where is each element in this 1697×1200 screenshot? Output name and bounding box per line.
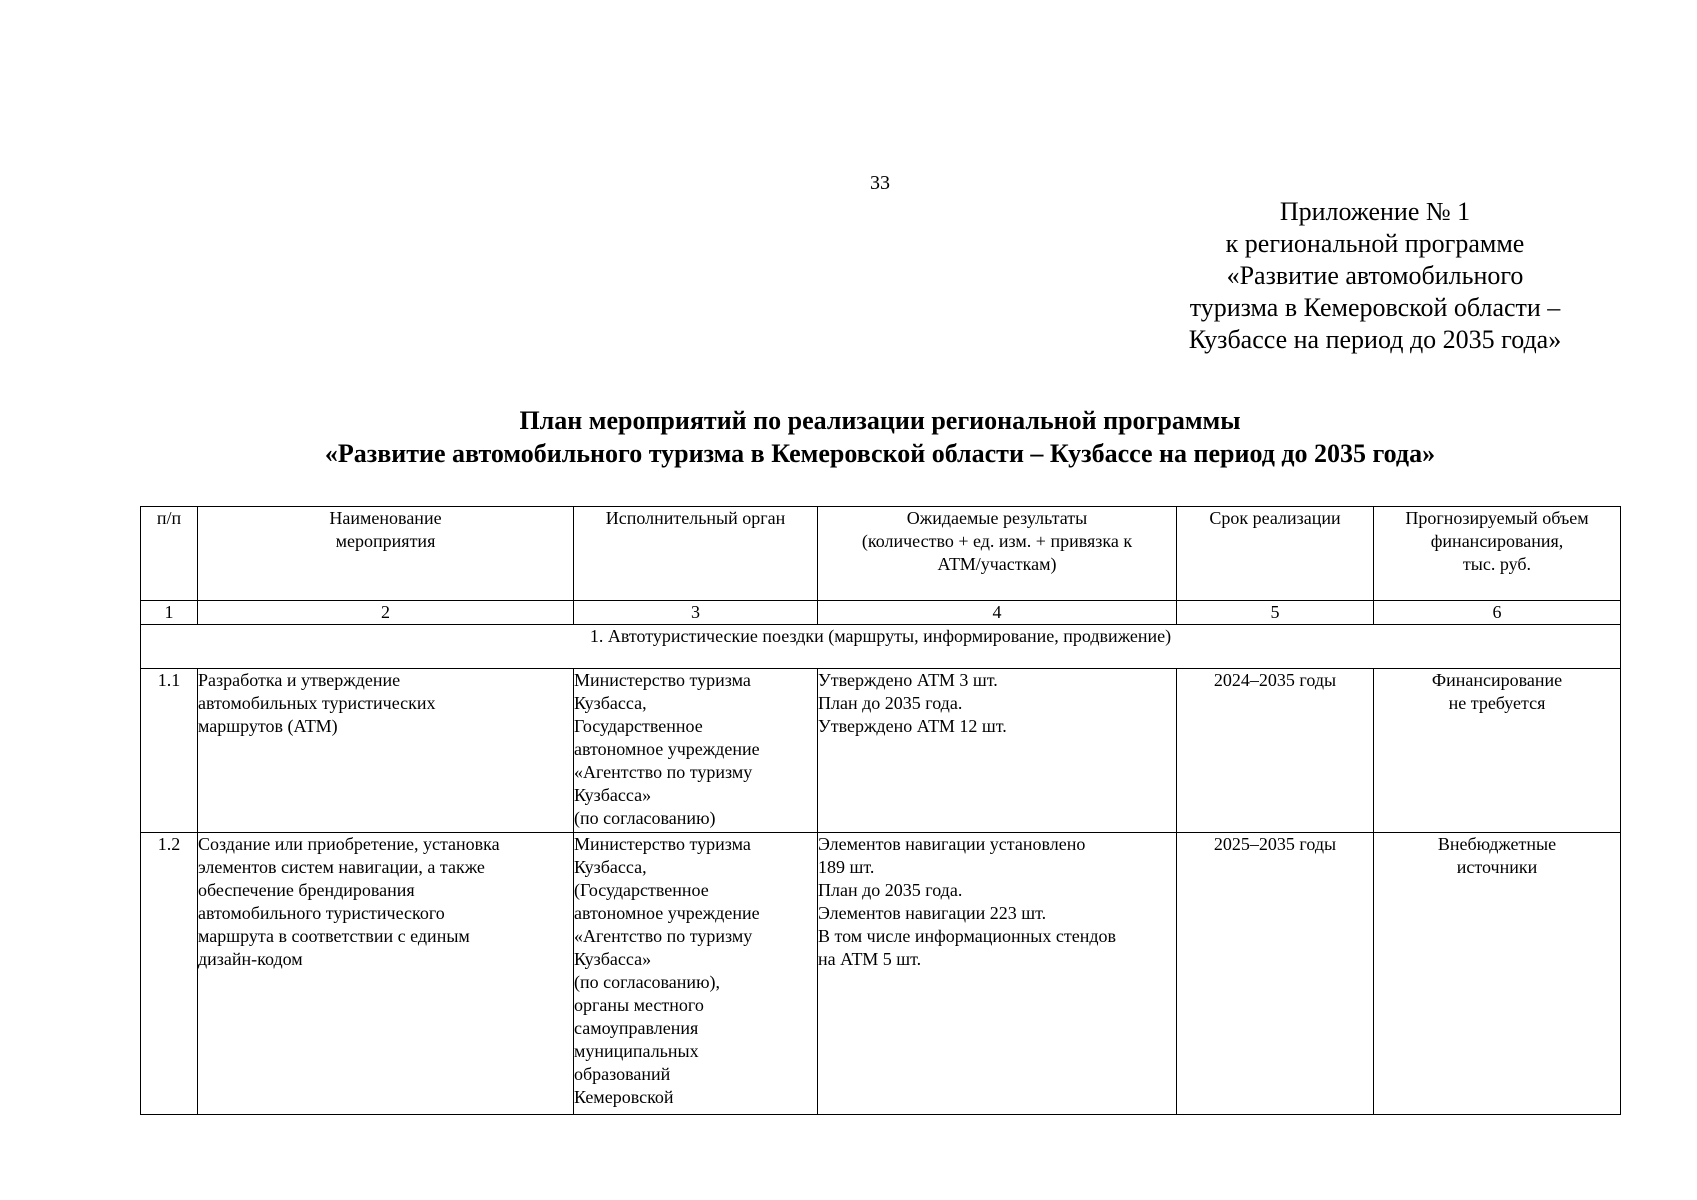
title-line: План мероприятий по реализации региональной программы	[519, 406, 1241, 435]
cell-line: Элементов навигации установлено	[818, 834, 1086, 854]
funding-volume	[1374, 669, 1621, 833]
cell-line: мероприятия	[335, 531, 436, 551]
appendix-note	[1150, 196, 1600, 356]
cell-line: Срок реализации	[1209, 508, 1341, 528]
cell-line: Элементов навигации 223 шт.	[818, 903, 1047, 923]
appendix-line: туризма в Кемеровской области –	[1189, 293, 1561, 322]
column-number-row	[141, 601, 1621, 625]
cell-line: органы местного	[574, 995, 704, 1015]
cell-line: тыс. руб.	[1462, 554, 1532, 574]
cell-line: (Государственное	[574, 880, 709, 900]
row-number: 1.1	[141, 669, 198, 833]
cell-line: Кузбасса»	[574, 785, 652, 805]
cell-line: Утверждено АТМ 12 шт.	[818, 716, 1007, 736]
table-row	[141, 669, 1621, 833]
cell-line: 2025–2035 годы	[1213, 834, 1337, 854]
executor	[574, 669, 818, 833]
cell-line: «Агентство по туризму	[574, 762, 753, 782]
header-cell	[818, 507, 1177, 601]
plan-table	[140, 506, 1621, 1115]
section-row	[141, 625, 1621, 669]
header-cell	[141, 507, 198, 601]
cell-line: (по согласованию),	[574, 972, 721, 992]
activity-name	[198, 669, 574, 833]
cell-line: Разработка и утверждение	[198, 670, 401, 690]
column-number: 5	[1177, 601, 1374, 625]
page-number: 33	[870, 172, 890, 194]
row-number: 1.2	[141, 833, 198, 1115]
funding-volume	[1374, 833, 1621, 1115]
appendix-line: Приложение № 1	[1279, 197, 1471, 226]
cell-line: Прогнозируемый объем	[1405, 508, 1589, 528]
cell-line: Финансирование	[1431, 670, 1563, 690]
cell-line: обеспечение брендирования	[198, 880, 415, 900]
cell-line: (количество + ед. изм. + привязка к	[861, 531, 1133, 551]
expected-results	[818, 833, 1177, 1115]
column-number: 2	[198, 601, 574, 625]
activity-name	[198, 833, 574, 1115]
document-title	[100, 404, 1660, 470]
cell-line: 2024–2035 годы	[1213, 670, 1337, 690]
cell-line: Наименование	[329, 508, 442, 528]
expected-results	[818, 669, 1177, 833]
column-number: 4	[818, 601, 1177, 625]
cell-line: Исполнительный орган	[605, 508, 786, 528]
column-number: 3	[574, 601, 818, 625]
cell-line: Кузбасса»	[574, 949, 652, 969]
cell-line: «Агентство по туризму	[574, 926, 753, 946]
cell-line: источники	[1456, 857, 1538, 877]
header-row	[141, 507, 1621, 601]
cell-line: План до 2035 года.	[818, 880, 963, 900]
cell-line: на АТМ 5 шт.	[818, 949, 922, 969]
cell-line: автомобильного туристического	[198, 903, 445, 923]
cell-line: автономное учреждение	[574, 903, 760, 923]
cell-line: В том числе информационных стендов	[818, 926, 1117, 946]
cell-line: Кузбасса,	[574, 857, 647, 877]
cell-line: финансирования,	[1430, 531, 1564, 551]
cell-line: Кемеровской	[574, 1087, 674, 1107]
column-number: 6	[1374, 601, 1621, 625]
cell-line: Министерство туризма	[574, 670, 751, 690]
implementation-period	[1177, 669, 1374, 833]
appendix-line: «Развитие автомобильного	[1226, 261, 1524, 290]
implementation-period	[1177, 833, 1374, 1115]
cell-line: Утверждено АТМ 3 шт.	[818, 670, 998, 690]
cell-line: образований	[574, 1064, 671, 1084]
executor	[574, 833, 818, 1115]
cell-line: маршрута в соответствии с единым	[198, 926, 470, 946]
cell-line: автономное учреждение	[574, 739, 760, 759]
cell-line: автомобильных туристических	[198, 693, 436, 713]
cell-line: п/п	[156, 508, 182, 528]
header-cell	[574, 507, 818, 601]
cell-line: Внебюджетные	[1437, 834, 1557, 854]
cell-line: муниципальных	[574, 1041, 699, 1061]
cell-line: АТМ/участкам)	[937, 554, 1057, 574]
appendix-line: к региональной программе	[1225, 229, 1525, 258]
cell-line: Кузбасса,	[574, 693, 647, 713]
cell-line: дизайн-кодом	[198, 949, 303, 969]
cell-line: Ожидаемые результаты	[906, 508, 1088, 528]
title-line: «Развитие автомобильного туризма в Кемеровской области – Кузбассе на период до 2035 года»	[324, 439, 1436, 468]
column-number: 1	[141, 601, 198, 625]
cell-line: элементов систем навигации, а также	[198, 857, 485, 877]
cell-line: Министерство туризма	[574, 834, 751, 854]
table-row	[141, 833, 1621, 1115]
cell-line: (по согласованию)	[574, 808, 716, 828]
cell-line: Государственное	[574, 716, 703, 736]
section-heading: 1. Автотуристические поездки (маршруты, информирование, продвижение)	[141, 625, 1621, 669]
header-cell	[1374, 507, 1621, 601]
cell-line: Создание или приобретение, установка	[198, 834, 500, 854]
cell-line: 189 шт.	[818, 857, 875, 877]
header-cell	[1177, 507, 1374, 601]
cell-line: маршрутов (АТМ)	[198, 716, 338, 736]
header-cell	[198, 507, 574, 601]
cell-line: самоуправления	[574, 1018, 699, 1038]
cell-line: План до 2035 года.	[818, 693, 963, 713]
appendix-line: Кузбассе на период до 2035 года»	[1188, 325, 1562, 354]
cell-line: не требуется	[1448, 693, 1546, 713]
